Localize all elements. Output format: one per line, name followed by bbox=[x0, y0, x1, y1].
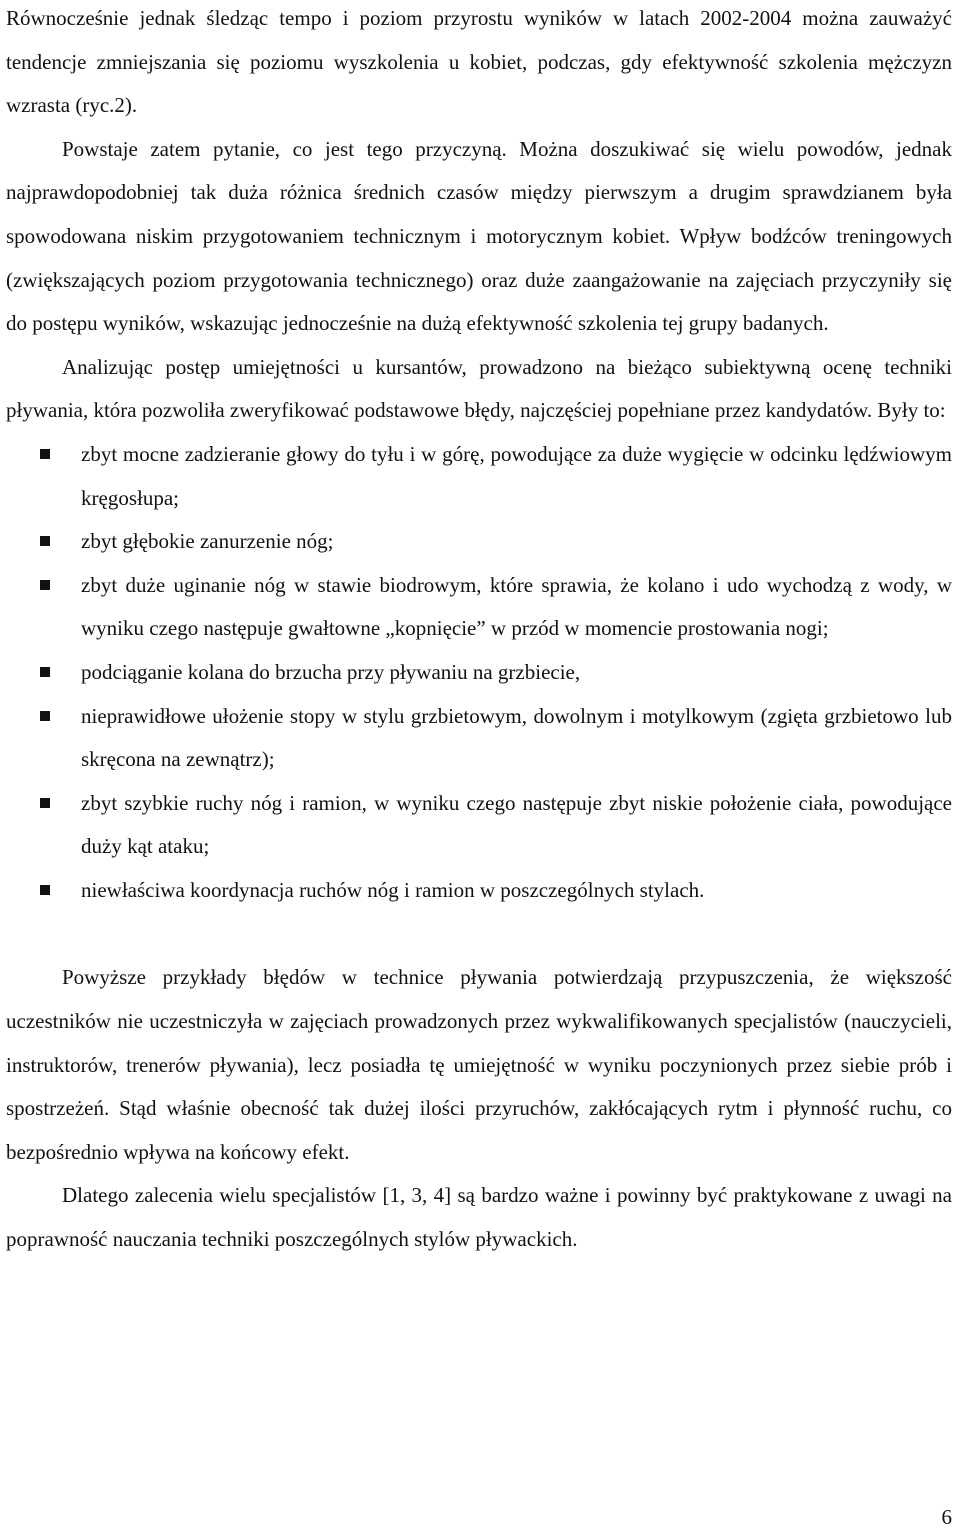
list-item: zbyt duże uginanie nóg w stawie biodrowym, które sprawia, że kolano i udo wychodzą z wody, w wyniku czego następuje gwałtowne „kopnięcie” w przód w momencie prostowania nogi; bbox=[6, 564, 952, 651]
list-item: niewłaściwa koordynacja ruchów nóg i ramion w poszczególnych stylach. bbox=[6, 869, 952, 913]
list-item: zbyt mocne zadzieranie głowy do tyłu i w górę, powodujące za duże wygięcie w odcinku lędźwiowym kręgosłupa; bbox=[6, 433, 952, 520]
list-item: nieprawidłowe ułożenie stopy w stylu grzbietowym, dowolnym i motylkowym (zgięta grzbietowo lub skręcona na zewnątrz); bbox=[6, 695, 952, 782]
list-item: zbyt szybkie ruchy nóg i ramion, w wyniku czego następuje zbyt niskie położenie ciała, powodujące duży kąt ataku; bbox=[6, 782, 952, 869]
paragraph-causes: Powstaje zatem pytanie, co jest tego przyczyną. Można doszukiwać się wielu powodów, jednak najprawdopodobniej tak duża różnica średnich czasów między pierwszym a drugim sprawdzianem była spowodowana niskim przygotowaniem technicznym i motorycznym kobiet. Wpływ bodźców treningowych (zwiększających poziom przygotowania technicznego) oraz duże zaangażowanie na zajęciach przyczyniły się do postępu wyników, wskazując jednocześnie na dużą efektywność szkolenia tej grupy badanych. bbox=[6, 136, 952, 336]
paragraph-recommendations: Dlatego zalecenia wielu specjalistów [1, 3, 4] są bardzo ważne i powinny być praktykowane z uwagi na poprawność nauczania techniki poszczególnych stylów pływackich. bbox=[6, 1183, 952, 1252]
square-bullet-icon bbox=[40, 580, 50, 590]
paragraph-examples-conclusion: Powyższe przykłady błędów w technice pływania potwierdzają przypuszczenia, że większość uczestników nie uczestniczyła w zajęciach prowadzonych przez wykwalifikowanych specjalistów (nauczycieli, instruktorów, trenerów pływania), lecz posiadła tę umiejętność w wyniku poczynionych przez siebie prób i spostrzeżeń. Stąd właśnie obecność tak dużej ilości przyruchów, zakłócających rytm i płynność ruchu, co bezpośrednio wpływa na końcowy efekt. bbox=[6, 965, 952, 1164]
square-bullet-icon bbox=[40, 798, 50, 808]
list-item: zbyt głębokie zanurzenie nóg; bbox=[6, 520, 952, 564]
square-bullet-icon bbox=[40, 536, 50, 546]
page-body bbox=[6, 0, 952, 1262]
square-bullet-icon bbox=[40, 449, 50, 459]
list-item: podciąganie kolana do brzucha przy pływaniu na grzbiecie, bbox=[6, 651, 952, 695]
square-bullet-icon bbox=[40, 667, 50, 677]
square-bullet-icon bbox=[40, 711, 50, 721]
technique-errors-list bbox=[6, 433, 952, 913]
paragraph-training-efficiency: Równocześnie jednak śledząc tempo i poziom przyrostu wyników w latach 2002-2004 można zauważyć tendencje zmniejszania się poziomu wyszkolenia u kobiet, podczas, gdy efektywność szkolenia mężczyzn wzrasta (ryc.2). bbox=[6, 6, 952, 118]
page-number: 6 bbox=[941, 1505, 952, 1529]
square-bullet-icon bbox=[40, 885, 50, 895]
paragraph-technique-assessment: Analizując postęp umiejętności u kursantów, prowadzono na bieżąco subiektywną ocenę techniki pływania, która pozwoliła zweryfikować podstawowe błędy, najczęściej popełniane przez kandydatów. Były to: bbox=[6, 354, 952, 423]
